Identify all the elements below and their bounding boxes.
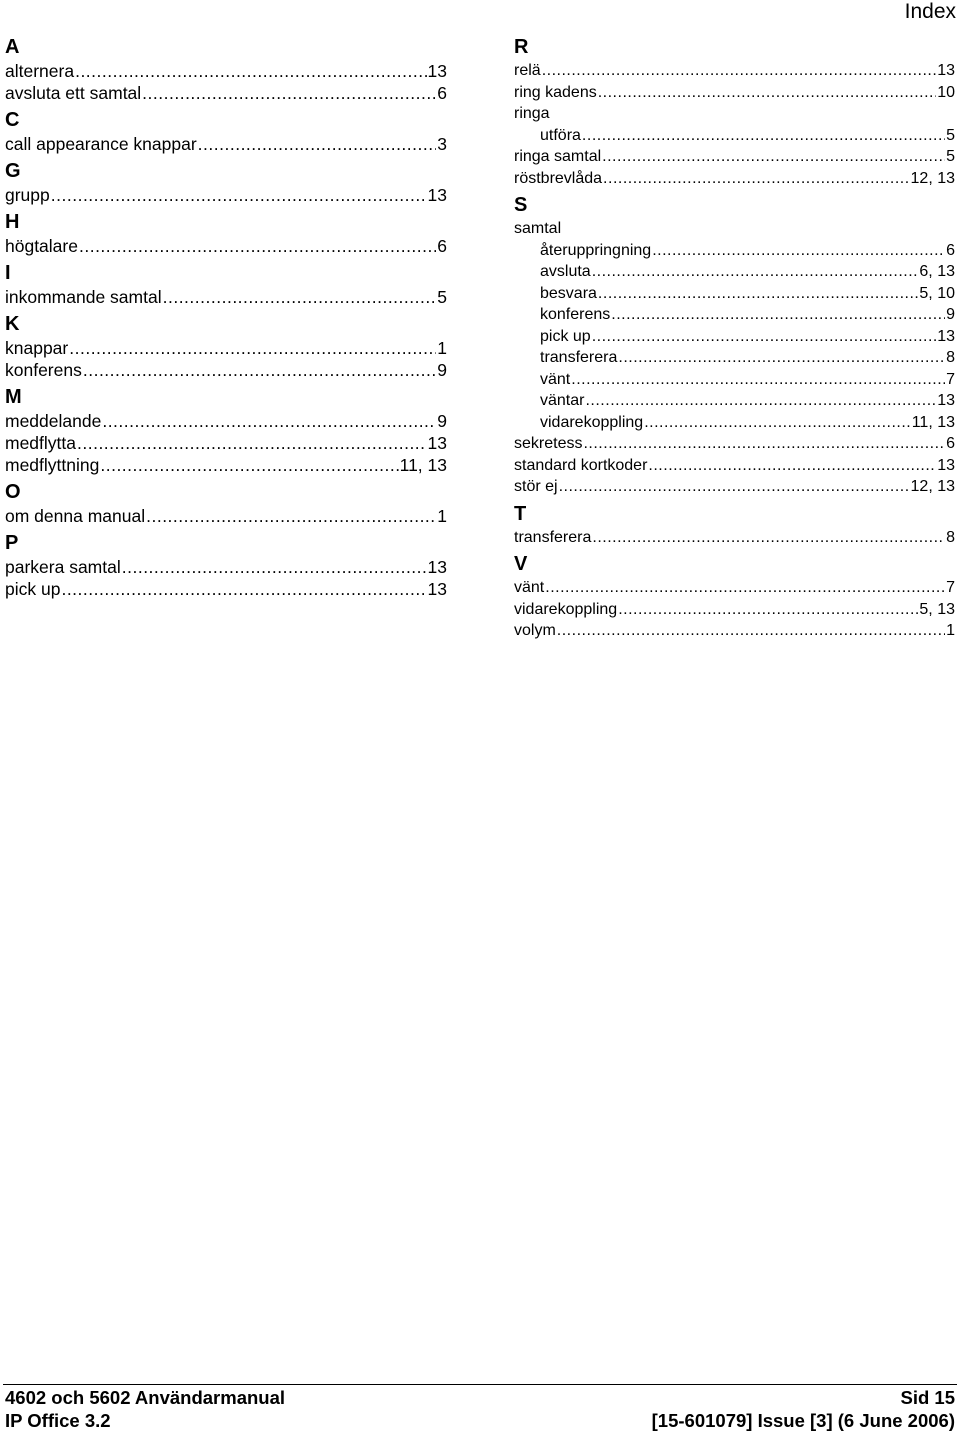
index-page-reference: 6 [946,241,955,259]
index-entry-label: återuppringning [540,241,652,259]
index-entry [514,433,955,455]
index-page-reference: 5, 13 [919,600,955,618]
dot-leader [102,410,436,432]
index-entry-label: alternera [5,61,75,81]
index-entry-label: avsluta [540,263,591,280]
index-entry-label: parkera samtal [5,557,121,577]
dot-leader [79,235,436,257]
index-entry-label: medflyttning [5,455,100,475]
dot-leader [592,326,937,348]
index-entry [5,556,447,578]
index-entry [514,218,955,240]
dot-leader [585,390,936,412]
index-subentry [514,347,955,369]
index-page-reference: 6 [437,83,447,103]
index-entry [514,527,955,549]
index-entry [514,146,955,168]
index-entry [514,455,955,477]
index-subentry [514,261,955,283]
dot-leader [542,60,937,82]
index-entry-label: konferens [5,360,82,380]
index-column-left [5,36,447,600]
index-entry-label: meddelande [5,411,102,431]
index-entry-label: väntar [540,392,585,409]
index-page-reference: 9 [946,306,955,323]
index-letter-heading: M [5,386,22,408]
index-entry-label: om denna manual [5,506,146,526]
index-page-reference: 8 [946,349,955,366]
dot-leader [598,283,918,305]
index-entry-label: utföra [540,126,581,144]
index-page-reference: 1 [437,506,447,526]
index-entry [514,577,955,599]
index-letter-heading: C [5,109,20,131]
index-subentry [514,326,955,348]
index-entry-label: samtal [514,220,562,237]
footer-page-number: Sid 15 [900,1387,955,1408]
dot-leader [61,578,426,600]
dot-leader [583,433,945,455]
index-page-reference: 6 [946,435,955,452]
index-page-reference: 13 [937,327,955,345]
index-entry-label: pick up [540,327,591,345]
footer-divider [3,1384,957,1385]
index-entry-label: grupp [5,185,50,205]
index-entry [5,235,447,257]
index-entry-label: besvara [540,284,597,302]
index-entry-label: vidarekoppling [540,413,644,431]
index-page-reference: 3 [437,134,447,154]
index-entry-label: transferera [514,528,592,546]
index-page-reference: 6 [437,236,447,256]
index-entry [5,337,447,359]
footer-manual-title: 4602 och 5602 Användarmanual [5,1387,286,1408]
dot-leader [644,412,911,434]
index-page-reference: 5, 10 [919,284,955,302]
index-page-reference: 13 [427,433,447,453]
index-entry-label: inkommande samtal [5,287,162,307]
index-subentry [514,283,955,305]
index-entry-label: transferera [540,349,618,366]
dot-leader [598,82,936,104]
index-letter-heading: P [5,532,19,554]
index-entry-label: avsluta ett samtal [5,83,142,103]
index-page-reference: 5 [946,148,955,165]
dot-leader [77,432,427,454]
page-header-title: Index [904,0,956,23]
dot-leader [545,577,945,599]
index-entry-label: sekretess [514,435,583,452]
index-entry-label: ring kadens [514,83,597,101]
index-entry-label: ringa samtal [514,148,602,165]
index-entry-label: knappar [5,338,69,358]
index-entry-label: konferens [540,306,611,323]
index-entry-label: standard kortkoder [514,456,648,474]
dot-leader [146,505,436,527]
index-page-reference: 13 [427,185,447,205]
dot-leader [618,347,945,369]
index-page-reference: 13 [427,557,447,577]
index-entry [5,432,447,454]
index-letter-heading: H [5,211,20,233]
index-letter-heading: S [514,194,528,216]
index-page-reference: 13 [427,61,447,81]
dot-leader [592,527,945,549]
index-page-reference: 7 [946,370,955,388]
dot-leader [603,168,909,190]
index-entry-label: medflytta [5,433,76,453]
index-page-reference: 13 [937,456,955,474]
footer-row-bottom [5,1410,955,1432]
dot-leader [51,184,427,206]
index-entry-label: pick up [5,579,61,599]
index-subentry [514,412,955,434]
index-entry [514,599,955,621]
index-entry-label: volym [514,622,556,639]
index-entry-label: röstbrevlåda [514,169,603,187]
index-letter-heading: V [514,553,528,575]
index-entry [5,133,447,155]
index-entry [5,60,447,82]
index-entry [514,103,955,125]
index-page-reference: 11, 13 [911,413,955,431]
index-letter-heading: G [5,160,21,182]
dot-leader [100,454,398,476]
dot-leader [582,125,945,147]
index-subentry [514,369,955,391]
index-entry [514,620,955,642]
footer-product: IP Office 3.2 [5,1410,111,1431]
dot-leader [652,240,945,262]
dot-leader [198,133,437,155]
index-entry-label: vidarekoppling [514,600,618,618]
index-letter-heading: I [5,262,11,284]
footer-row-top [5,1387,955,1409]
dot-leader [83,359,436,381]
index-entry [514,82,955,104]
index-entry [514,60,955,82]
index-entry [5,359,447,381]
index-entry [5,410,447,432]
index-subentry [514,240,955,262]
index-entry-label: vänt [514,579,545,596]
footer-issue: [15-601079] Issue [3] (6 June 2006) [651,1410,955,1431]
index-entry-label: call appearance knappar [5,134,197,154]
index-page-reference: 13 [937,62,955,79]
index-letter-heading: K [5,313,20,335]
index-page-reference: 1 [437,338,447,358]
index-column-right [514,36,955,642]
index-letter-heading: A [5,36,20,58]
index-subentry [514,390,955,412]
index-entry [5,578,447,600]
index-page-reference: 7 [946,579,955,596]
dot-leader [163,286,437,308]
index-page-reference: 8 [946,528,955,546]
index-letter-heading: T [514,502,527,525]
index-entry [5,454,447,476]
dot-leader [571,369,945,391]
index-entry [5,184,447,206]
index-entry [5,505,447,527]
index-page-reference: 5 [437,287,447,307]
index-subentry [514,125,955,147]
index-page-reference: 13 [937,392,955,409]
index-entry-label: stör ej [514,478,558,495]
index-letter-heading: R [514,36,529,58]
index-page-reference: 1 [946,622,955,639]
index-entry-label: vänt [540,370,571,388]
index-entry-label: relä [514,62,541,79]
index-letter-heading: O [5,481,21,503]
dot-leader [618,599,918,621]
index-entry-label: högtalare [5,236,78,256]
index-page-reference: 9 [437,360,447,380]
index-page-reference: 12, 13 [910,169,955,187]
index-page-reference: 10 [937,83,955,101]
dot-leader [611,304,945,326]
dot-leader [69,337,436,359]
index-page-reference: 13 [427,579,447,599]
index-page-reference: 5 [946,126,955,144]
dot-leader [602,146,945,168]
dot-leader [559,476,910,498]
index-page-reference: 12, 13 [910,478,955,495]
dot-leader [557,620,945,642]
index-subentry [514,304,955,326]
index-entry-label: ringa [514,105,550,122]
index-page-reference: 6, 13 [919,263,955,280]
dot-leader [142,82,436,104]
index-entry [5,82,447,104]
index-entry [514,476,955,498]
index-page-reference: 9 [437,411,447,431]
dot-leader [75,60,426,82]
index-page-reference: 11, 13 [399,455,447,475]
index-entry [514,168,955,190]
dot-leader [592,261,919,283]
index-entry [5,286,447,308]
dot-leader [648,455,936,477]
dot-leader [122,556,427,578]
